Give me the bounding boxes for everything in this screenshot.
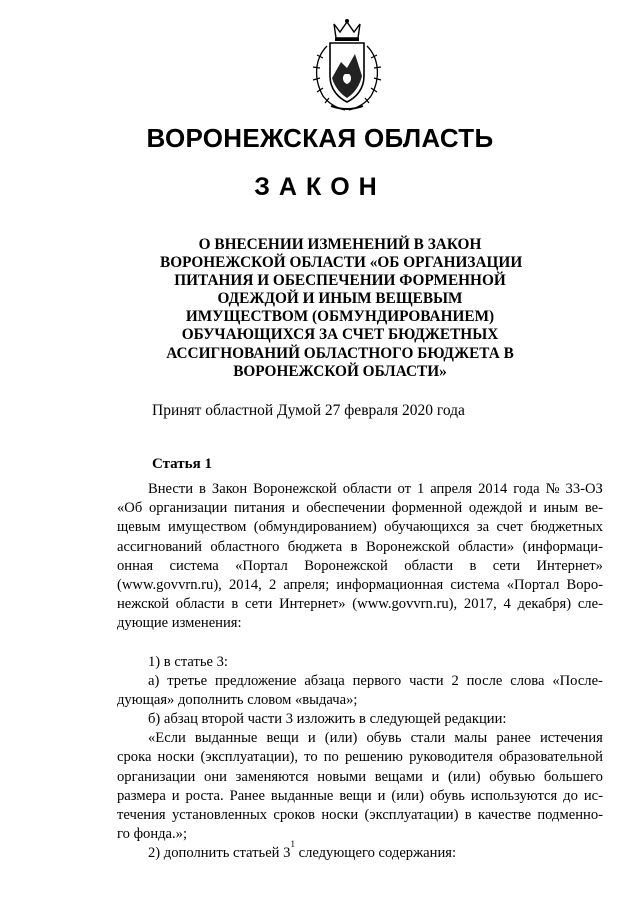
word: области» (458, 538, 515, 555)
word: (информаци- (522, 538, 603, 555)
title-line: АССИГНОВАНИЙ ОБЛАСТНОГО БЮДЖЕТА В (166, 344, 514, 362)
word: после (466, 672, 503, 689)
word: используются (470, 787, 558, 804)
word: качестве (477, 807, 532, 823)
body-line: дующая» дополнить словом «выдача»; (117, 691, 358, 708)
body-line (117, 576, 603, 595)
body-line (117, 499, 603, 518)
word: предложение (214, 672, 297, 689)
item-1b: б) абзац второй части 3 изложить в следующей редакции: (148, 711, 507, 728)
word: Воро- (566, 576, 603, 593)
quote-line: го фонда.»; (117, 826, 188, 843)
word: носки (157, 749, 195, 766)
word: 1 (416, 481, 425, 497)
body-line (117, 518, 603, 537)
word: в (231, 596, 239, 613)
word: и (171, 787, 180, 804)
word: нежской (117, 596, 170, 613)
word: обувь (366, 730, 402, 747)
word: роста. (185, 787, 224, 804)
law-title (160, 236, 523, 381)
word: за (476, 519, 490, 536)
word: «Об (117, 500, 143, 517)
word: организации (117, 768, 196, 785)
word: а) (148, 672, 160, 689)
word: имуществом (168, 519, 247, 536)
word: вещи (339, 787, 372, 804)
word: стали (410, 730, 446, 747)
word: (www.govvrn.ru), (352, 596, 458, 613)
word: сроков (273, 807, 315, 823)
word: (www.govvrn.ru), (117, 576, 222, 593)
word: (эксплуатации) (364, 807, 459, 823)
body-line (117, 538, 603, 557)
word: в (469, 557, 477, 574)
item-1-label: 1) в статье 3: (148, 653, 228, 670)
word: заменяются (235, 768, 309, 785)
word: они (204, 768, 227, 785)
word: обучающихся (384, 519, 470, 536)
word: вещами (374, 768, 423, 785)
word: третье (167, 672, 208, 689)
word: онная (117, 557, 154, 574)
word: в (464, 807, 472, 823)
word: и (431, 768, 440, 785)
title-line: ВОРОНЕЖСКОЙ ОБЛАСТИ» (233, 362, 447, 380)
article-heading: Статья 1 (152, 456, 212, 472)
word: «Портал (235, 557, 288, 574)
body-line (117, 672, 603, 691)
word: ранее (496, 730, 531, 747)
word: сле- (577, 596, 603, 613)
quote-line (117, 729, 603, 748)
title-line: ОБУЧАЮЩИХСЯ ЗА СЧЕТ БЮДЖЕТНЫХ (181, 326, 499, 344)
word: и (291, 500, 300, 517)
word: 2017, (463, 596, 497, 613)
document-type: ЗАКОН (254, 173, 386, 201)
word: Закон (211, 481, 248, 497)
item-2-text: 2) дополнить статьей 3 (148, 845, 291, 862)
word: выданные (270, 787, 334, 804)
quote-line (117, 787, 603, 806)
word: 2 (268, 576, 277, 593)
word: «Если (148, 730, 186, 747)
word: № (545, 481, 560, 497)
word: одеждой (468, 500, 523, 517)
quote-line (117, 768, 603, 787)
word: «Портал (506, 576, 560, 593)
word: течения (117, 807, 166, 823)
body-line (117, 595, 603, 614)
word: форменной (391, 500, 463, 517)
word: области (404, 557, 454, 574)
word: и (528, 500, 537, 517)
word: областного (210, 538, 280, 555)
word: Воронежской (304, 557, 388, 574)
word: первого (352, 672, 402, 689)
word: (или) (324, 730, 358, 747)
word: сети (245, 596, 273, 613)
word: Внести (148, 481, 194, 497)
word: ассигнований (117, 538, 202, 555)
word: сети (492, 557, 521, 574)
word: (обмундированием) (253, 519, 377, 536)
body-line (117, 557, 603, 576)
body-line: дующие изменения: (117, 615, 242, 632)
word: новыми (317, 768, 367, 785)
word: 4 (503, 596, 511, 613)
word: малы (454, 730, 488, 747)
body-line (117, 480, 603, 499)
item-2 (117, 839, 603, 863)
word: 2 (451, 672, 459, 689)
word: большего (543, 768, 603, 785)
title-line: ОДЕЖДОЙ И ИНЫМ ВЕЩЕВЫМ (217, 290, 463, 308)
word: ис- (583, 787, 603, 804)
title-line: ИМУЩЕСТВОМ (ОБМУНДИРОВАНИЕМ) (185, 308, 495, 326)
word: Воронежской (253, 481, 337, 497)
word: бюджета (287, 538, 343, 555)
voronezh-coat-of-arms-icon (301, 18, 393, 114)
word: 2014, (228, 576, 262, 593)
word: (или) (447, 768, 481, 785)
word: Интернет» (536, 557, 603, 574)
item-2-tail: следующего содержания: (294, 845, 457, 862)
word: ве- (584, 500, 603, 517)
title-line: ПИТАНИЯ И ОБЕСПЕЧЕНИИ ФОРМЕННОЙ (174, 272, 506, 290)
word: по (323, 749, 339, 766)
word: области (175, 596, 225, 613)
word: Ранее (229, 787, 265, 804)
word: (или) (391, 787, 424, 804)
word: апреля; (283, 576, 330, 593)
word: обувью (489, 768, 536, 785)
word: и (377, 787, 386, 804)
word: размера (117, 787, 166, 804)
word: года (513, 481, 540, 497)
word: носки (321, 807, 359, 823)
word: истечения (539, 730, 603, 747)
word: от (397, 481, 412, 497)
word: Воронежской (365, 538, 450, 555)
word: части (409, 672, 444, 689)
word: выданные (194, 730, 258, 747)
word: решению (344, 749, 403, 766)
word: до (563, 787, 578, 804)
word: области (342, 481, 392, 497)
word: система (169, 557, 219, 574)
adoption-note: Принят областной Думой 27 февраля 2020 года (152, 402, 465, 419)
quote-line (117, 748, 603, 767)
word: питания (234, 500, 285, 517)
word: 2014 (478, 481, 508, 497)
word: образовательной (498, 749, 603, 766)
word: декабря) (517, 596, 572, 613)
word: иным (543, 500, 579, 517)
word: «После- (552, 672, 603, 689)
region-name: ВОРОНЕЖСКАЯ ОБЛАСТЬ (146, 123, 494, 153)
word: апреля (430, 481, 473, 497)
word: срока (117, 749, 152, 766)
word: 33-ОЗ (565, 481, 603, 497)
title-line: ВОРОНЕЖСКОЙ ОБЛАСТИ «ОБ ОРГАНИЗАЦИИ (160, 254, 523, 272)
title-line: О ВНЕСЕНИИ ИЗМЕНЕНИЙ В ЗАКОН (198, 236, 482, 253)
word: установленных (171, 807, 268, 823)
word: щевым (117, 519, 161, 536)
word: в (350, 538, 358, 555)
word: обувь (429, 787, 465, 804)
word: подменно- (537, 807, 603, 823)
word: в (199, 481, 206, 497)
word: (эксплуатации), (200, 749, 299, 766)
word: руководителя (409, 749, 493, 766)
word: система (450, 576, 500, 593)
word: бюджетных (530, 519, 603, 536)
word: Интернет» (279, 596, 346, 613)
word: обеспечении (306, 500, 386, 517)
word: то (304, 749, 318, 766)
word: информационная (336, 576, 444, 593)
coat-of-arms (301, 18, 393, 114)
article-body (117, 480, 603, 864)
item-2-superscript: 1 (290, 839, 295, 850)
word: абзаца (304, 672, 345, 689)
word: счет (496, 519, 523, 536)
word: слова (510, 672, 545, 689)
quote-line (117, 806, 603, 825)
word: и (307, 730, 316, 747)
word: вещи (266, 730, 299, 747)
word: организации (148, 500, 228, 517)
